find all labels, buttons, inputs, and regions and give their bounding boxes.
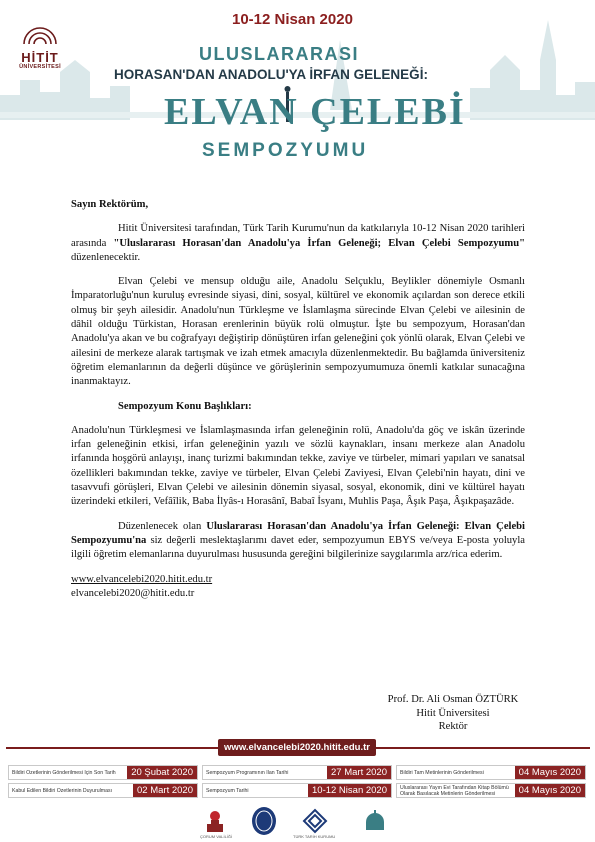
footer	[0, 736, 595, 842]
logo-subtitle: ÜNİVERSİTESİ	[19, 64, 61, 70]
date-item	[396, 765, 586, 780]
signatory-name: Prof. Dr. Ali Osman ÖZTÜRK	[387, 694, 519, 705]
logo-name: HİTİT	[21, 50, 59, 65]
intro-event-name: "Uluslararası Horasan'dan Anadolu'ya İrfan Geleneği; Elvan Çelebi Sempozyumu"	[113, 237, 525, 249]
signatory-title: Rektör	[438, 721, 468, 732]
symposium-title: ELVAN ÇELEBİ	[164, 91, 466, 133]
date-value: 04 Mayıs 2020	[515, 766, 585, 779]
date-item	[396, 783, 586, 798]
date-label: Kabul Edilen Bildiri Özetlerinin Duyurulması	[12, 787, 113, 794]
email-address[interactable]: elvancelebi2020@hitit.edu.tr	[71, 587, 195, 599]
invitation-text-end: siz değerli meslektaşlarımı davet eder, sempozyumun EBYS ve/veya E-posta yoluyla ilgili öğretim elemanlarına duyurulması hususunda gereğini bilgilerinize saygılarımla arz/rica ederim.	[71, 534, 525, 561]
date-label: Bildiri Özetlerinin Gönderilmesi İçin Son Tarih	[12, 769, 116, 776]
date-item	[202, 783, 392, 798]
footer-url[interactable]: www.elvancelebi2020.hitit.edu.tr	[218, 739, 376, 756]
dates-row	[8, 765, 586, 780]
international-label: ULUSLARARASI	[199, 44, 359, 64]
intro-text-end: düzenlenecektir.	[71, 251, 141, 263]
turkish-history-institution-icon	[300, 806, 330, 836]
salutation: Sayın Rektörüm,	[71, 199, 149, 210]
signature-block	[373, 693, 533, 734]
signatory-organization: Hitit Üniversitesi	[416, 707, 490, 719]
website-link[interactable]: www.elvancelebi2020.hitit.edu.tr	[71, 573, 213, 585]
date-value: 02 Mart 2020	[133, 784, 197, 797]
date-value: 27 Mart 2020	[327, 766, 391, 779]
date-label: Uluslararası Yayın Evi Tarafından Kitap Bölümü Olarak Basılacak Metinlerin Gönderilmesi	[400, 784, 509, 797]
invitation-event-name: Uluslararası Horasan'dan Anadolu'ya İrfan Geleneği: Elvan Çelebi Sempozyumu'na	[71, 520, 526, 546]
important-dates	[8, 765, 586, 801]
date-value: 10-12 Nisan 2020	[308, 784, 391, 797]
paragraph-intro	[71, 222, 525, 265]
intro-text: Hitit Üniversitesi tarafından, Türk Tarih Kurumu'nun da katkılarıyla 10-12 Nisan 2020 tarihleri arasında	[71, 223, 525, 249]
date-item	[8, 783, 198, 798]
hitit-logo	[10, 24, 70, 70]
dates-row	[8, 783, 586, 798]
paragraph-topics: Anadolu'nun Türkleşmesi ve İslamlaşmasında irfan geleneğinin rolü, Anadolu'da göç ve iskân üzerinde irfan geleneğinin etkisi, irfan geleneğinin yazılı ve sözlü kaynakları, insanı merkeze alan Anadolu irfanında hoşgörü anlayışı, inanç turizmi bakımından tekke, zaviye ve türbeler, mimari yapıları ve sanatsal özellikleri bakımından tekke, zaviye ve türbeler, Elvan Çelebi Zaviyesi, Elvan Çelebi'nin hayatı, dini ve tasavvufi görüşleri, Elvan Çelebi ve ailesinin dönemin siyasal, sosyal, ekonomik, dini ve kültürel hayatı üzerindeki etkileri, Vefâîlik, Baba İlyâs-ı Horasânî, Babaî İsyanı, Muhlis Paşa, Âşık Paşa, Âşıkpaşazâde.	[71, 424, 525, 508]
contact-links	[71, 573, 525, 602]
date-item	[202, 765, 392, 780]
symposium-subtitle: HORASAN'DAN ANADOLU'YA İRFAN GELENEĞİ:	[114, 67, 428, 82]
paragraph-background: Elvan Çelebi ve mensup olduğu aile, Anadolu Selçuklu, Beylikler dönemiyle Osmanlı İmparatorluğu'nun kuruluş evresinde siyasi, dini, sosyal, kültürel ve ekonomik açılardan son derece etkili olmuş bir şeyh ailesidir. Anadolu'nun Türkleşme ve İslamlaşma sürecinde Elvan Çelebi ve ailesinin de dâhil olduğu Türkistan, Horasan erenlerinin büyük rolü olmuştur. İşte bu sempozyum, Horasan'dan Anadolu'ya akan ve bu coğrafyayı değiştirip dönüştüren irfan geleneğini çok yönlü olarak, Elvan Çelebi ve ailesini de merkeze alarak tartışmak ve izah etmek amacıyla düzenlenmektedir. Bu bağlamda üniversiteniz öğretim elemanlarının da değerli düşünce ve görüşlerinin sempozyumumuza önemli katkılar sunacağına inanmaktayız.	[71, 276, 525, 388]
sponsor-logos	[0, 804, 595, 840]
mosque-logo-icon	[360, 806, 390, 836]
letter-body	[71, 198, 525, 601]
date-value: 20 Şubat 2020	[127, 766, 197, 779]
sponsor-caption-corum: ÇORUM VALİLİĞİ	[200, 834, 233, 839]
date-label: Sempozyum Programının İlan Tarihi	[206, 769, 289, 776]
topics-heading: Sempozyum Konu Başlıkları:	[118, 400, 252, 412]
letterhead-banner	[0, 0, 595, 170]
paragraph-invitation	[71, 520, 525, 563]
corum-governorship-logo-icon	[200, 806, 230, 836]
date-item	[8, 765, 198, 780]
date-label: Sempozyum Tarihi	[206, 787, 249, 794]
event-date: 10-12 Nisan 2020	[232, 11, 353, 28]
symposium-label: SEMPOZYUMU	[202, 140, 369, 161]
date-value: 04 Mayıs 2020	[515, 784, 585, 797]
hitit-emblem-icon	[20, 24, 60, 46]
hitit-seal-icon	[250, 806, 278, 836]
invitation-text: Düzenlenecek olan	[118, 520, 207, 532]
date-label: Bildiri Tam Metinlerinin Gönderilmesi	[400, 769, 484, 776]
sponsor-caption-ttk: TÜRK TARİH KURUMU	[293, 834, 336, 839]
